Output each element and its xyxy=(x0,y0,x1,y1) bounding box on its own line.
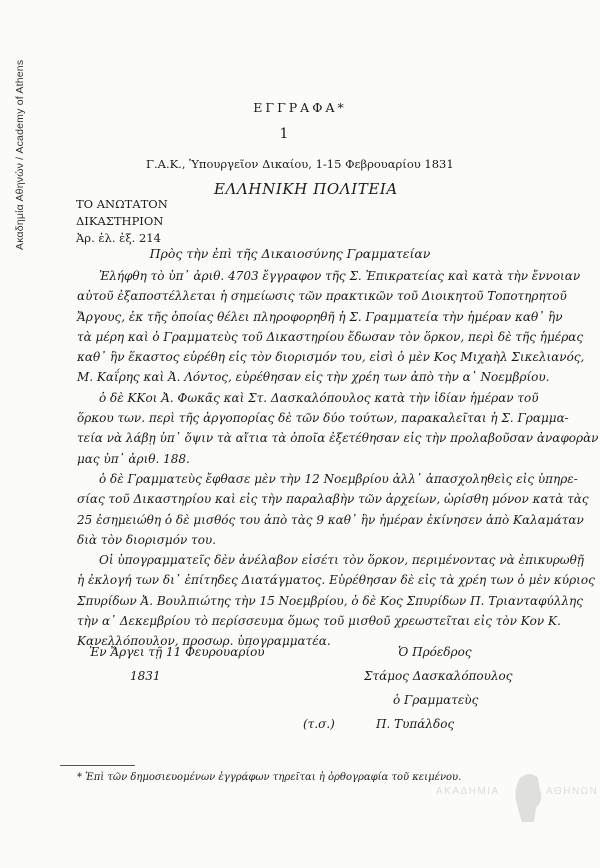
archive-source-line: Γ.Α.Κ., Ὑπουργεῖον Δικαίου, 1-15 Φεβρουαρίου 1831 xyxy=(146,157,454,171)
academy-watermark xyxy=(430,770,599,840)
state-title: ΕΛΛΗΝΙΚΗ ΠΟΛΙΤΕΙΑ xyxy=(214,180,398,198)
date-year: 1831 xyxy=(130,669,161,683)
court-reference: Ἀρ. ἐλ. ἐξ. 214 xyxy=(76,231,161,245)
place-date-line: Ἐν Ἄργει τῇ 11 Φευρουαρίου xyxy=(89,645,265,659)
body-line: μας ὑπ᾽ ἀριθ. 188. xyxy=(77,451,190,466)
body-line: τεία νὰ λάβῃ ὑπ᾽ ὄψιν τὰ αἴτια τὰ ὁποῖα ἐξετέθησαν εἰς τὴν προλαβοῦσαν ἀναφορὰν xyxy=(77,431,599,446)
court-line-1: ΤΟ ΑΝΩΤΑΤΟΝ xyxy=(76,197,168,211)
body-line: Σπυρίδων Ἀ. Βουλπιώτης τὴν 15 Νοεμβρίου, ὁ δὲ Κος Σπυρίδων Π. Τριανταφύλλης xyxy=(77,593,583,608)
president-title: Ὁ Πρόεδρος xyxy=(398,645,472,659)
body-line: καθ᾽ ἣν ἕκαστος εὑρέθη εἰς τὸν διορισμόν του, εἰσὶ ὁ μὲν Κος Μιχαὴλ Σικελιανός, xyxy=(77,350,585,365)
secretary-name: Π. Τυπάλδος xyxy=(376,717,455,731)
body-line: αὐτοῦ ἐξαποστέλλεται ἡ σημείωσις τῶν πρακτικῶν τοῦ Διοικητοῦ Τοποτηρητοῦ xyxy=(77,289,567,304)
archive-side-label: Ακαδημία Αθηνών / Academy of Athens xyxy=(14,59,26,250)
body-line: ὅρκου των. περὶ τῆς ἀργοπορίας δὲ τῶν δύο τούτων, παρακαλεῖται ἡ Σ. Γραμμα- xyxy=(77,411,569,426)
footnote-divider xyxy=(60,765,135,766)
athena-head-icon xyxy=(510,770,546,830)
body-line: τὰ μέρη καὶ ὁ Γραμματεὺς τοῦ Δικαστηρίου ἔδωσαν τὸν ὅρκον, περὶ δὲ τῆς ἡμέρας xyxy=(77,329,584,344)
letter-body xyxy=(77,266,599,652)
court-line-2: ΔΙΚΑΣΤΗΡΙΟΝ xyxy=(76,214,164,228)
document-number: 1 xyxy=(279,126,289,142)
body-line: Ἐλήφθη τὸ ὑπ᾽ ἀριθ. 4703 ἔγγραφον τῆς Σ. Ἐπικρατείας καὶ κατὰ τὴν ἔννοιαν xyxy=(99,269,581,283)
watermark-right-text: ΑΘΗΝΩΝ xyxy=(546,786,599,797)
body-line: ἡ ἐκλογή των δι᾽ ἐπίτηδες Διατάγματος. Εὑρέθησαν δὲ εἰς τὰ χρέη των ὁ μὲν κύριος xyxy=(77,573,595,588)
footnote: * Ἐπὶ τῶν δημοσιευομένων ἐγγράφων τηρεῖται ἡ ὀρθογραφία τοῦ κειμένου. xyxy=(77,772,462,783)
body-line: ὁ δὲ Γραμματεὺς ἔφθασε μὲν τὴν 12 Νοεμβρίου ἀλλ᾽ ἀπασχοληθεὶς εἰς ὑπηρε- xyxy=(99,471,578,486)
watermark-left-text: ΑΚΑΔΗΜΙΑ xyxy=(436,786,500,797)
body-line: Κανελλόπουλον, προσωρ. ὑπογραμματέα. xyxy=(77,634,331,649)
president-name: Στάμος Δασκαλόπουλος xyxy=(364,669,513,683)
seal-mark: (τ.σ.) xyxy=(303,717,335,731)
body-line: Ἄργους, ἐκ τῆς ὁποίας θέλει πληροφορηθῆ ἡ Σ. Γραμματεία τὴν ἡμέραν καθ᾽ ἣν xyxy=(77,309,563,324)
body-line: 25 ἐσημειώθη ὁ δὲ μισθός του ἀπὸ τὰς 9 καθ᾽ ἣν ἡμέραν ἐκίνησεν ἀπὸ Καλαμάταν xyxy=(77,512,584,527)
body-line: σίας τοῦ Δικαστηρίου καὶ εἰς τὴν παραλαβὴν τῶν ἀρχείων, ὡρίσθη μόνον κατὰ τὰς xyxy=(77,492,589,507)
document-heading: ΕΓΓΡΑΦΑ* xyxy=(253,100,347,115)
secretary-title: ὁ Γραμματεὺς xyxy=(393,693,479,707)
court-header xyxy=(76,196,168,247)
addressee-line: Πρὸς τὴν ἐπὶ τῆς Δικαιοσύνης Γραμματείαν xyxy=(149,246,431,261)
body-line: τὴν α᾽ Δεκεμβρίου τὸ περίσσευμα ὅμως τοῦ μισθοῦ χρεωστεῖται εἰς τὸν Κον Κ. xyxy=(77,614,561,629)
body-line: Οἱ ὑπογραμματεῖς δὲν ἀνέλαβον εἰσέτι τὸν ὅρκον, περιμένοντας νὰ ἐπικυρωθῇ xyxy=(99,553,584,568)
body-line: ὁ δὲ ΚΚοι Ἀ. Φωκᾶς καὶ Στ. Δασκαλόπουλος κατὰ τὴν ἰδίαν ἡμέραν τοῦ xyxy=(99,390,539,405)
body-line: Μ. Καΐρης καὶ Ἀ. Λόντος, εὑρέθησαν εἰς τὴν χρέη των ἀπὸ τὴν α᾽ Νοεμβρίου. xyxy=(77,370,550,385)
body-line: διὰ τὸν διορισμόν του. xyxy=(77,532,217,547)
